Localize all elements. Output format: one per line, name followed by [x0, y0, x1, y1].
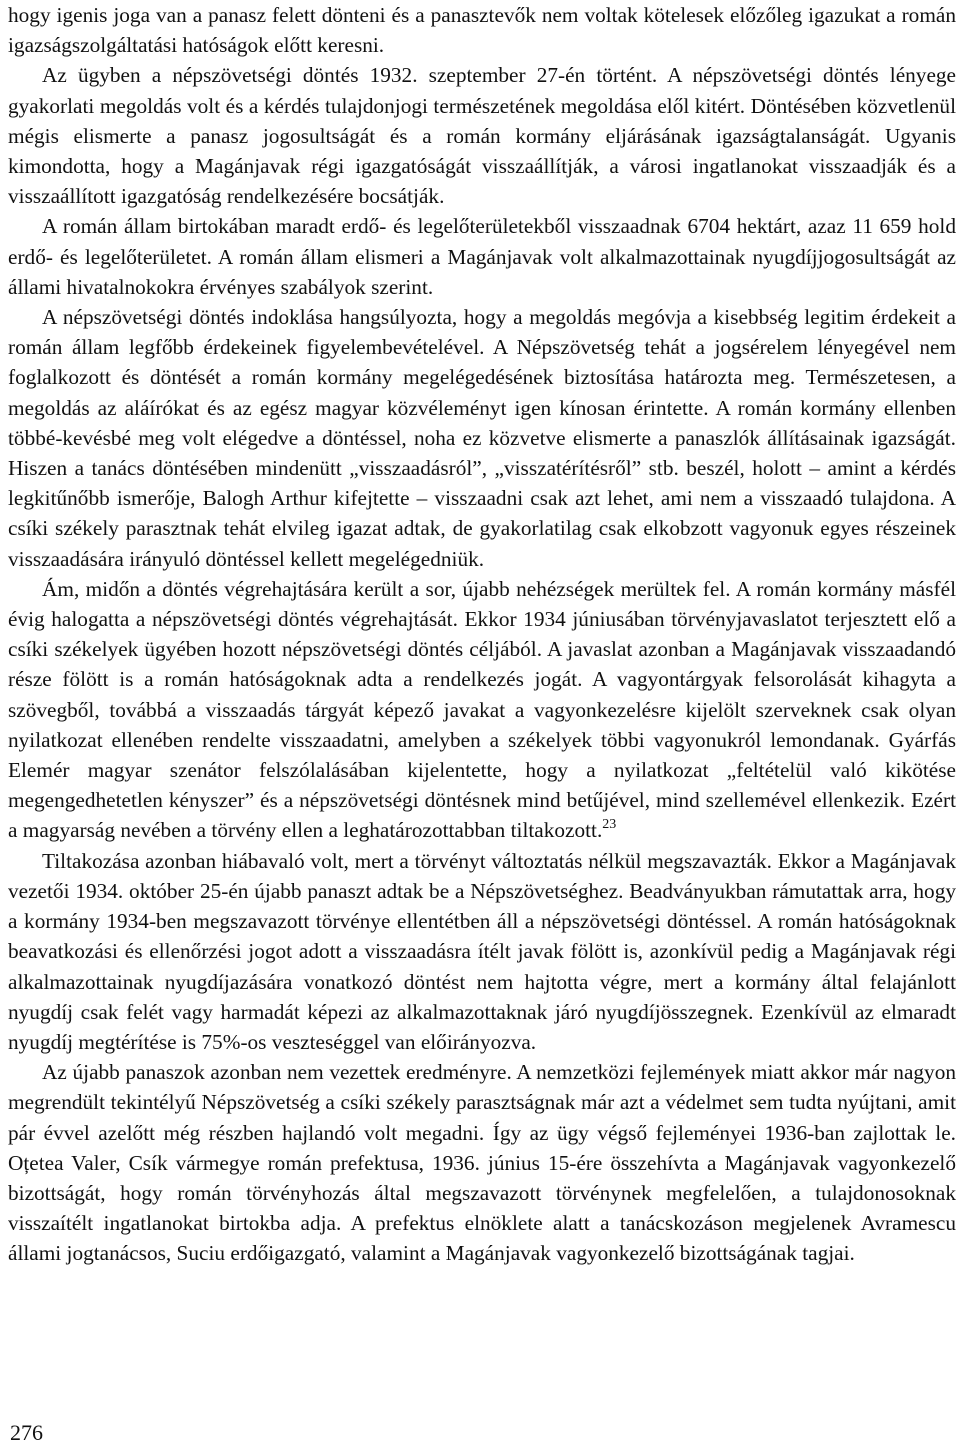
paragraph-text: Az újabb panaszok azonban nem vezettek eredményre. A nemzetközi fejlemények miatt akkor már nagyon megrendült tekintélyű Népszövetség a csíki székely parasztságnak már azt a védelmet sem tudta nyújtani, amit pár évvel azelőtt még részben hajlandó volt megadni. Így az ügy végső fejleményei 1936-ban zajlottak le. Oțetea Valer, Csík vármegye román prefektusa, 1936. június 15-ére összehívta a Magánjavak vagyonkezelő bizottságát, hogy román törvényhozás által megszavazott törvénynek megfelelően, a tulajdonosoknak visszaítélt ingatlanokat birtokba adja. A prefektus elnöklete alatt a tanácskozáson megjelenek Avramescu állami jogtanácsos, Suciu erdőigazgató, valamint a Magánjavak vagyonkezelő bizottságának tagjai. [8, 1060, 956, 1266]
paragraph-text: A román állam birtokában maradt erdő- és legelőterületekből visszaadnak 6704 hektárt, azaz 11 659 hold erdő- és legelőterületet. A román állam elismeri a Magánjavak volt alkalmazottainak nyugdíjjogosultságát az állami hivatalnokokra érvényes szabályok szerint. [8, 214, 956, 299]
paragraph-text: Az ügyben a népszövetségi döntés 1932. szeptember 27-én történt. A népszövetségi döntés lényege gyakorlati megoldás volt és a kérdés tulajdonjogi természetének megoldása elől kitért. Döntésében közvetlenül mégis elismerte a panasz jogosultságát és a román kormány eljárásának igazságtalanságát. Ugyanis kimondotta, hogy a Magánjavak régi igazgatóságát visszaállítják, a városi ingatlanokat visszaadják és a visszaállított igazgatóság rendelkezésére bocsátják. [8, 63, 956, 209]
paragraph [8, 0, 956, 60]
paragraph [8, 1057, 956, 1268]
paragraph-text: Ám, midőn a döntés végrehajtására került a sor, újabb nehézségek merültek fel. A román kormány másfél évig halogatta a népszövetségi döntés végrehajtását. Ekkor 1934 júniusában törvényjavaslatot terjesztett elő a csíki székelyek ügyében hozott népszövetségi döntés céljából. A javaslat azonban a Magánjavak visszaadandó része fölött is a román hatóságoknak adta a rendelkezés jogát. A vagyontárgyak felsorolását kihagyta a szövegből, továbbá a visszaadás tárgyát képező javakat a vagyonkezelésre kijelölt szerveknek csak olyan nyilatkozat ellenében rendelte visszaadatni, amelyben a székelyek többi vagyonukról lemondanak. Gyárfás Elemér magyar szenátor felszólalásában kijelentette, hogy a nyilatkozat „feltételül való kikötése megengedhetetlen kényszer” és a népszövetségi döntésnek mind betűjével, mind szellemével ellenkezik. Ezért a magyarság nevében a törvény ellen a leghatározottabban tiltakozott. [8, 576, 956, 843]
paragraph [8, 846, 956, 1057]
paragraph [8, 211, 956, 302]
paragraph [8, 60, 956, 211]
paragraph [8, 302, 956, 574]
page-number: 276 [10, 1420, 43, 1445]
paragraph-text: A népszövetségi döntés indoklása hangsúlyozta, hogy a megoldás megóvja a kisebbség legitim érdekeit a román állam legfőbb érdekeinek figyelembevételével. A Népszövetség tehát a jogsérelem lényegével nem foglalkozott és döntését a román kormány megelégedésének biztosítása határozta meg. Természetesen, a megoldás az aláírókat és az egész magyar közvéleményt igen kínosan érintette. A román kormány ellenben többé-kevésbé meg volt elégedve a döntéssel, noha ez közvetve elismerte a panaszlók állításainak igazságát. Hiszen a tanács döntésében mindenütt „visszaadásról”, „visszatérítésről” stb. beszél, holott – amint a kérdés legkitűnőbb ismerője, Balogh Arthur kifejtette – visszaadni csak azt lehet, ami nem a visszaadó tulajdona. A csíki székely parasztnak tehát elvileg igazat adtak, de gyakorlatilag csak elkobzott vagyonuk egyes részeinek visszaadására irányuló döntéssel kellett megelégedniük. [8, 305, 956, 571]
footnote-marker[interactable]: 23 [602, 817, 617, 833]
paragraph-text: hogy igenis joga van a panasz felett dönteni és a panasztevők nem voltak kötelesek előzőleg igazukat a román igazságszolgáltatási hatóságok előtt keresni. [8, 3, 956, 58]
paragraph-text: Tiltakozása azonban hiábavaló volt, mert a törvényt változtatás nélkül megszavazták. Ekkor a Magánjavak vezetői 1934. október 25-én újabb panaszt adtak be a Népszövetséghez. Beadványukban rámutattak arra, hogy a kormány 1934-ben megszavazott törvénye ellentétben áll a népszövetségi döntéssel. A román hatóságoknak beavatkozási és ellenőrzési jogot adott a visszaadásra ítélt javak fölött is, azonkívül pedig a Magánjavak régi alkalmazottainak nyugdíjazására vonatkozó döntést nem hajtotta végre, mert a kormány által felajánlott nyugdíj csak felét vagy harmadát képezi az alkalmazottaknak járó nyugdíjösszegnek. Ezenkívül az elmaradt nyugdíj megtérítése is 75%-os veszteséggel van előirányozva. [8, 848, 956, 1054]
paragraph [8, 574, 956, 846]
page-body [8, 0, 956, 1269]
